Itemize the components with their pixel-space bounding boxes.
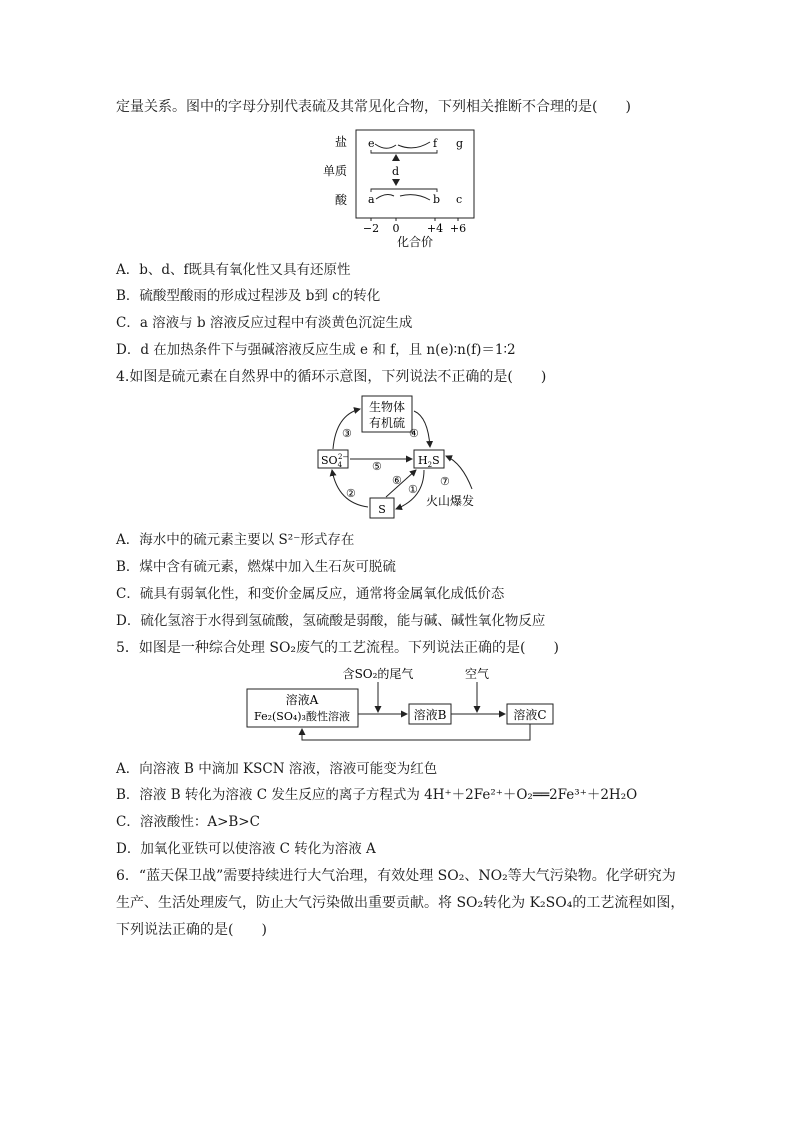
valence-diagram	[322, 126, 480, 249]
sulfur-cycle-diagram	[312, 393, 492, 523]
label-1: ①	[408, 483, 418, 496]
label-3: ③	[342, 427, 352, 440]
q5-stem: 5．如图是一种综合处理 SO₂废气的工艺流程。下列说法正确的是( )	[116, 640, 559, 656]
arrow-7	[446, 456, 472, 489]
point-g: g	[456, 137, 464, 150]
sulfur-label: S	[378, 503, 386, 516]
salt-arrow-left	[375, 144, 396, 148]
q3-option-c: C．a 溶液与 b 溶液反应过程中有淡黄色沉淀生成	[116, 315, 413, 331]
bio-label-line2: 有机硫	[368, 416, 406, 430]
point-c: c	[456, 193, 463, 206]
row-label-acid: 酸	[334, 193, 347, 207]
point-b: b	[433, 193, 441, 206]
q6-stem-line1: 6．“蓝天保卫战”需要持续进行大气治理，有效处理 SO₂、NO₂等大气污染物。化学研究为	[116, 868, 676, 884]
q3-option-d: D．d 在加热条件下与强碱溶液反应生成 e 和 f，且 n(e)∶n(f)＝1∶2	[116, 342, 516, 358]
q6-stem-line2: 生产、生活处理废气，防止大气污染做出重要贡献。将 SO₂转化为 K₂SO₄的工艺流程如图，	[116, 895, 685, 911]
solution-a-line2: Fe₂(SO₄)₃酸性溶液	[254, 710, 350, 723]
label-7: ⑦	[440, 475, 450, 488]
q3-option-a: A．b、d、f既具有氧化性又具有还原性	[116, 262, 351, 278]
q4-stem: 4.如图是硫元素在自然界中的循环示意图，下列说法不正确的是( )	[116, 369, 547, 385]
label-4: ④	[409, 427, 419, 440]
point-d: d	[392, 165, 400, 178]
solution-c-label: 溶液C	[513, 708, 547, 722]
acid-arrow-left	[376, 195, 394, 199]
point-f: f	[433, 137, 438, 150]
salt-arrow-right	[398, 142, 430, 148]
tick-0: 0	[392, 222, 400, 235]
q5-option-a: A．向溶液 B 中滴加 KSCN 溶液，溶液可能变为红色	[116, 761, 438, 777]
solution-a-line1: 溶液A	[285, 693, 319, 707]
q4-option-c: C．硫具有弱氧化性，和变价金属反应，通常将金属氧化成低价态	[116, 586, 505, 602]
label-6: ⑥	[392, 474, 402, 487]
up-arrow-head	[392, 154, 400, 161]
q4-option-a: A．海水中的硫元素主要以 S²⁻形式存在	[116, 532, 355, 548]
down-arrow-head	[392, 179, 400, 186]
question-intro: 定量关系。图中的字母分别代表硫及其常见化合物，下列相关推断不合理的是( )	[116, 99, 631, 115]
acid-arrow-right	[400, 195, 430, 200]
salt-bracket	[371, 150, 437, 153]
process-flow-diagram	[245, 664, 560, 744]
q4-option-d: D．硫化氢溶于水得到氢硫酸，氢硫酸是弱酸，能与碱、碱性氧化物反应	[116, 613, 546, 629]
label-5: ⑤	[372, 460, 382, 473]
q6-stem-line3: 下列说法正确的是( )	[116, 922, 267, 938]
tick-plus4: +4	[426, 222, 444, 235]
air-label: 空气	[464, 667, 490, 681]
point-a: a	[368, 193, 375, 206]
x-axis-title: 化合价	[396, 235, 434, 249]
volcano-label: 火山爆发	[426, 494, 475, 508]
point-e: e	[368, 137, 375, 150]
q3-option-b: B．硫酸型酸雨的形成过程涉及 b到 c的转化	[116, 288, 381, 304]
q5-option-b: B．溶液 B 转化为溶液 C 发生反应的离子方程式为 4H⁺＋2Fe²⁺＋O₂══2Fe³⁺＋2H₂O	[116, 787, 638, 803]
q5-option-d: D．加氧化亚铁可以使溶液 C 转化为溶液 A	[116, 841, 376, 857]
bio-label-line1: 生物体	[368, 400, 406, 414]
row-label-salt: 盐	[334, 135, 347, 149]
tick-minus2: −2	[362, 222, 380, 235]
q5-option-c: C．溶液酸性：A>B>C	[116, 814, 260, 830]
label-2: ②	[346, 487, 356, 500]
h2s-label: $H_2S$	[418, 454, 440, 469]
q4-option-b: B．煤中含有硫元素，燃煤中加入生石灰可脱硫	[116, 559, 396, 575]
sulfate-label: $SO_42-$	[321, 453, 349, 469]
tick-plus6: +6	[449, 222, 467, 235]
row-label-element: 单质	[322, 164, 347, 178]
solution-b-label: 溶液B	[413, 708, 447, 722]
tail-gas-label: 含SO₂的尾气	[342, 667, 414, 681]
acid-bracket	[371, 189, 437, 192]
